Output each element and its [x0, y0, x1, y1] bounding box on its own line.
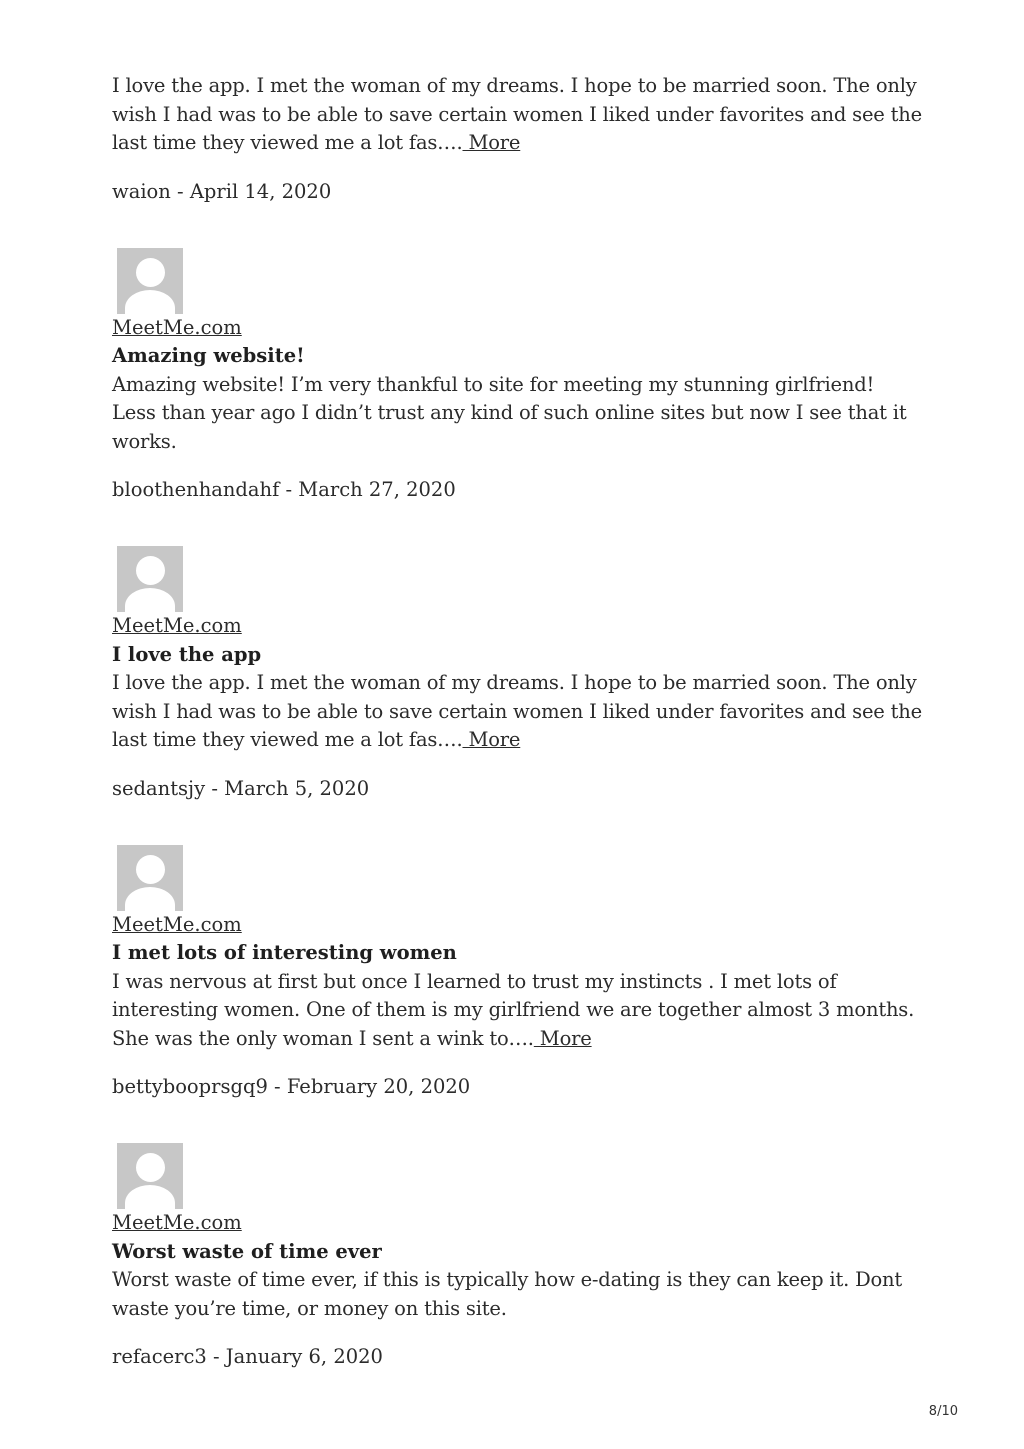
review-meta: bloothenhandahf - March 27, 2020 — [112, 478, 456, 501]
review-body: Worst waste of time ever, if this is typically how e-dating is they can keep it. Dont waste you’re time, or money on this site. — [112, 1268, 903, 1320]
avatar-icon — [117, 248, 183, 314]
more-link[interactable]: More — [462, 131, 521, 154]
review-body: Amazing website! I’m very thankful to site for meeting my stunning girlfriend! Less than year ago I didn’t trust any kind of such online sites but now I see that it works. — [112, 372, 907, 453]
more-link[interactable]: More — [462, 728, 521, 751]
review-card — [112, 1143, 922, 1371]
site-link[interactable]: MeetMe.com — [112, 912, 242, 936]
review-meta: sedantsjy - March 5, 2020 — [112, 776, 370, 800]
review-title: I love the app — [112, 642, 262, 666]
avatar-icon — [117, 845, 183, 911]
review-meta: refacerc3 - January 6, 2020 — [112, 1345, 383, 1368]
more-link[interactable]: More — [533, 1026, 592, 1050]
site-link[interactable]: MeetMe.com — [112, 315, 242, 339]
avatar-icon — [117, 1143, 183, 1209]
intro-review — [112, 72, 922, 206]
reviews-page — [112, 72, 922, 1371]
review-card — [112, 248, 922, 505]
avatar-icon — [117, 546, 183, 612]
review-body: I love the app. I met the woman of my dreams. I hope to be married soon. The only wish I had was to be able to save certain women I liked under favorites and see the last time they viewed me a lot fas…. More — [112, 74, 922, 154]
review-body: I love the app. I met the woman of my dreams. I hope to be married soon. The only wish I had was to be able to save certain women I liked under favorites and see the last time they viewed me a lot fas…. More — [112, 671, 922, 751]
review-meta: waion - April 14, 2020 — [112, 179, 332, 203]
review-meta: bettybooprsgq9 - February 20, 2020 — [112, 1075, 471, 1098]
site-link[interactable]: MeetMe.com — [112, 1211, 242, 1234]
review-card — [112, 845, 922, 1102]
page-number: 8/10 — [928, 1404, 958, 1419]
review-title: Worst waste of time ever — [112, 1239, 382, 1263]
review-title: Amazing website! — [112, 344, 305, 367]
review-body: I was nervous at first but once I learned to trust my instincts . I met lots of interesting women. One of them is my girlfriend we are together almost 3 months. She was the only woman I sent a wink to…. More — [112, 969, 915, 1050]
review-title: I met lots of interesting women — [112, 941, 457, 964]
site-link[interactable]: MeetMe.com — [112, 614, 242, 637]
review-card — [112, 546, 922, 803]
